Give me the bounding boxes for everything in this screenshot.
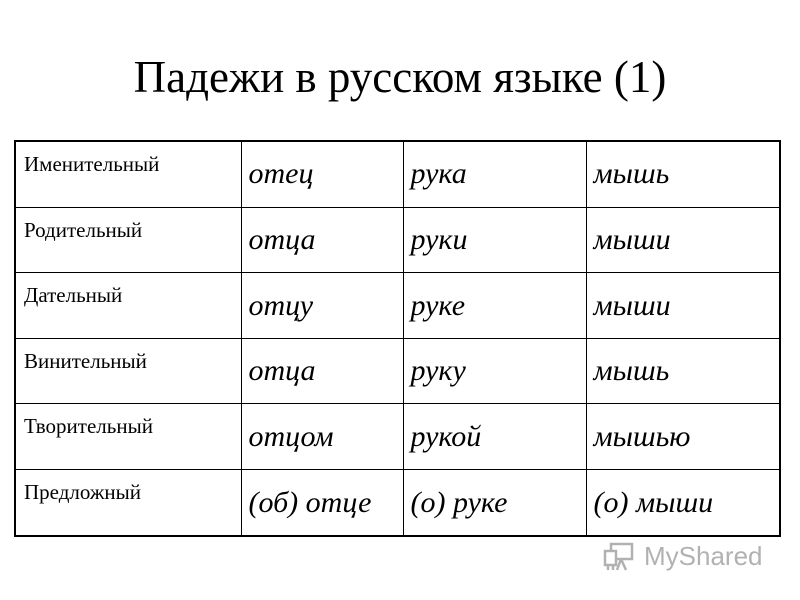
slide-title: Падежи в русском языке (1)	[133, 52, 667, 102]
form-cell: руке	[403, 273, 586, 339]
form-cell: отцом	[241, 404, 403, 470]
form-cell: руку	[403, 338, 586, 404]
case-name-cell: Родительный	[15, 207, 241, 273]
case-name-cell: Именительный	[15, 141, 241, 207]
case-name-cell: Предложный	[15, 470, 241, 537]
form-cell: мыши	[586, 273, 780, 339]
form-cell: мышь	[586, 141, 780, 207]
table-row	[15, 141, 780, 207]
form-cell: (о) руке	[403, 470, 586, 537]
form-cell: мышью	[586, 404, 780, 470]
form-cell: руки	[403, 207, 586, 273]
case-table	[14, 140, 781, 537]
form-cell: (о) мыши	[586, 470, 780, 537]
watermark-text: MyShared	[644, 540, 763, 571]
case-name-cell: Винительный	[15, 338, 241, 404]
form-cell: отца	[241, 207, 403, 273]
presentation-board-icon	[602, 539, 636, 573]
form-cell: мышь	[586, 338, 780, 404]
table-row	[15, 273, 780, 339]
form-cell: (об) отце	[241, 470, 403, 537]
form-cell: отца	[241, 338, 403, 404]
form-cell: отцу	[241, 273, 403, 339]
table-row	[15, 207, 780, 273]
table-row	[15, 470, 780, 537]
watermark	[602, 536, 763, 576]
form-cell: отец	[241, 141, 403, 207]
form-cell: мыши	[586, 207, 780, 273]
case-name-cell: Творительный	[15, 404, 241, 470]
table-row	[15, 404, 780, 470]
table-row	[15, 338, 780, 404]
form-cell: рукой	[403, 404, 586, 470]
case-name-cell: Дательный	[15, 273, 241, 339]
form-cell: рука	[403, 141, 586, 207]
